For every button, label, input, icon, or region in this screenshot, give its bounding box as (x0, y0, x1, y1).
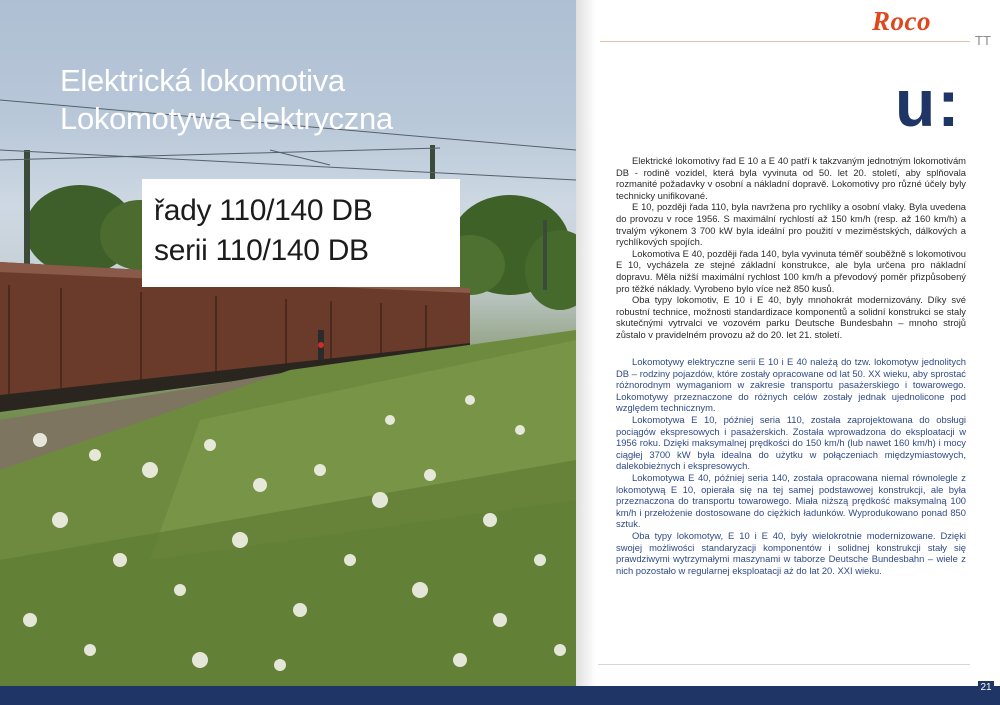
title-polish: Lokomotywa elektryczna (60, 101, 393, 136)
page-gutter (576, 0, 596, 686)
czech-description (616, 155, 966, 341)
paragraph: Lokomotiva E 40, později řada 140, byla vyvinuta téměř souběžně s lokomotivou E 10, vycházela ze stejné základní konstrukce, ale byla určena pro nákladní dopravu. Měla nižší maximální rychlost 100 km/h a převodový poměr přizpůsobený pro těžké náklady. Vyrobeno bylo více než 850 kusů. (616, 247, 966, 294)
scale-badge: TT (975, 33, 991, 48)
paragraph: Oba typy lokomotiv, E 10 i E 40, byly mnohokrát modernizovány. Díky své robustní technice, možnosti standardizace komponentů a solidní konstrukci se staly skutečnými vytrvalci ve vozovém parku Deutsche Bundesbahn – mnoho strojů zůstalo v pravidelném provozu až do 20. let 21. století. (616, 294, 966, 340)
paragraph: E 10, později řada 110, byla navržena pro rychlíky a osobní vlaky. Byla uvedena do provozu v roce 1956. S maximální rychlostí až 150 km/h (resp. až 160 km/h) a trvalým výkonem 3 700 kW byla ideální pro použití v meziměstských, dálkových a rychlíkových spojích. (616, 201, 966, 248)
polish-description (616, 356, 966, 576)
paragraph: Lokomotywa E 40, później seria 140, została opracowana niemal równolegle z lokomotywą E 10, opierała się na tej samej podstawowej konstrukcji, ale była przeznaczona do transportu towarowego. Miała niższą prędkość maksymalną 100 km/h i przełożenie dostosowane do ciężkich ładunków. Wyprodukowano ponad 850 sztuk. (616, 471, 966, 530)
series-czech: řady 110/140 DB (154, 194, 373, 227)
header-rule (600, 41, 970, 42)
series-polish: serii 110/140 DB (154, 234, 369, 267)
paragraph: Oba typy lokomotyw, E 10 i E 40, były wielokrotnie modernizowane. Dzięki swojej możliwości standaryzacji komponentów i solidnej konstrukcji stały się prawdziwymi wytrzymałymi maszynami w taborze Deutsche Bundesbahn – wiele z nich pozostało w regularnej eksploatacji aż do lat 20. XXI wieku. (616, 529, 966, 576)
paragraph: Lokomotywa E 10, później seria 110, została zaprojektowana do obsługi pociągów ekspresowych i pasażerskich. Została wprowadzona do eksploatacji w 1956 roku. Dzięki maksymalnej prędkości do 150 km/h (lub nawet 160 km/h) i mocy ciągłej 3700 kW była idealna do użytku w połączeniach międzymiastowych, dalekobieżnych i ekspresowych. (616, 413, 966, 472)
roco-logo: Roco (872, 6, 931, 36)
page-number: 21 (978, 681, 994, 694)
series-label-box (142, 179, 460, 287)
paragraph: Elektrické lokomotivy řad E 10 a E 40 patří k takzvaným jednotným lokomotivám DB - rodině vozidel, která byla vyvinuta od 50. let 20. století, aby splňovala rozmanité požadavky v osobní a nákladní dopravě. Lokomotivy pro různé účely byly technicky unifikované. (616, 155, 966, 201)
footer-rule (598, 664, 970, 665)
footer-band (0, 686, 1000, 705)
paragraph: Lokomotywy elektryczne serii E 10 i E 40 należą do tzw. lokomotyw jednolitych DB – rodziny pojazdów, które zostały opracowane od lat 50. XX wieku, aby sprostać różnorodnym wymaganiom w zakresie transportu pasażerskiego i towarowego. Lokomotywy przeznaczone do różnych celów zostały jednak ujednolicone pod względem technicznym. (616, 356, 966, 414)
locomotive-title (60, 62, 393, 138)
section-symbol: u: (895, 66, 962, 140)
title-czech: Elektrická lokomotiva (60, 63, 345, 98)
